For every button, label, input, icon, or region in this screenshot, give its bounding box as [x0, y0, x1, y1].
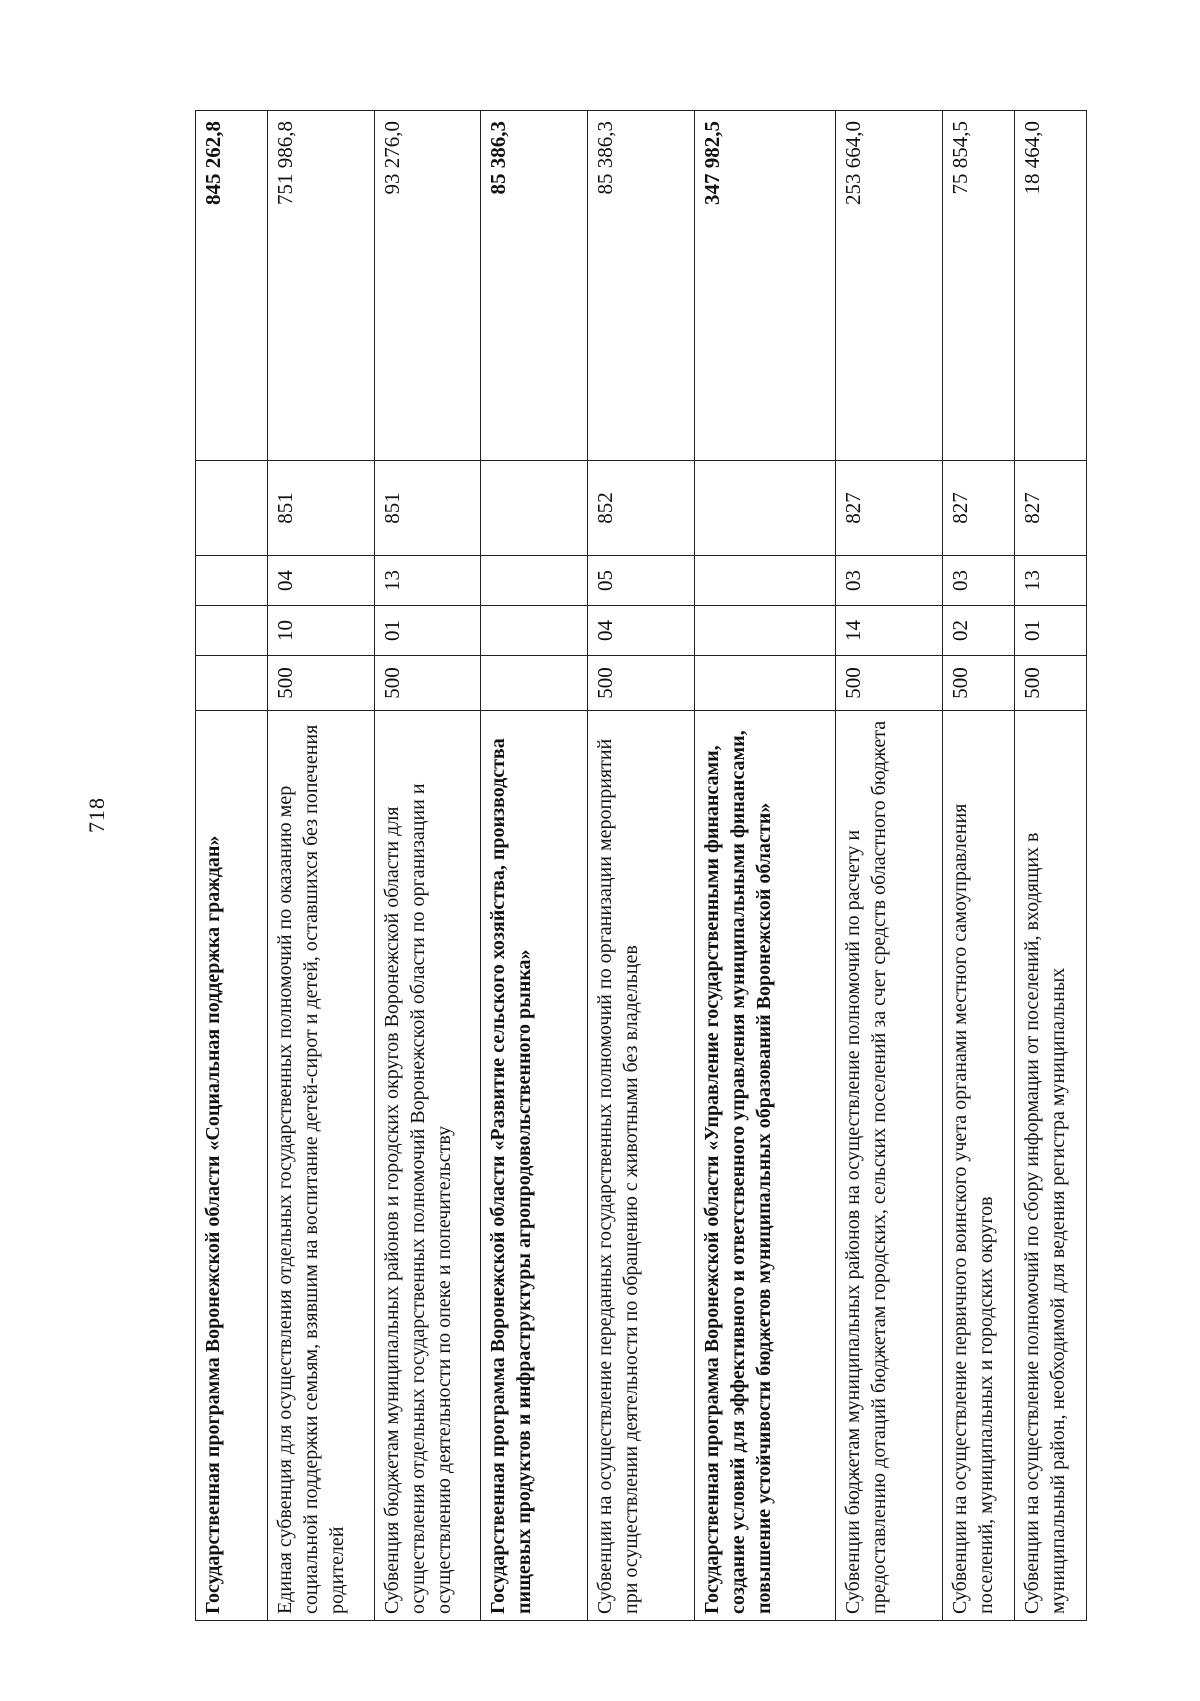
table-row	[267, 111, 374, 1621]
row-amount: 85 386,3	[481, 111, 588, 461]
row-name: Субвенции на осуществление полномочий по сбору информации от поселений, входящих в муниципальный район, необходимой для ведения регистра муниципальных	[1015, 711, 1087, 1621]
row-amount: 347 982,5	[694, 111, 836, 461]
row-code-4: 851	[267, 461, 374, 556]
row-code-4	[694, 461, 836, 556]
row-code-2: 02	[943, 606, 1015, 656]
row-code-3	[196, 556, 268, 606]
table-row	[481, 111, 588, 1621]
row-code-4: 827	[1015, 461, 1087, 556]
row-amount: 75 854,5	[943, 111, 1015, 461]
row-code-2	[481, 606, 588, 656]
row-code-3: 03	[943, 556, 1015, 606]
row-code-1	[694, 656, 836, 711]
row-code-1: 500	[1015, 656, 1087, 711]
row-code-4: 827	[836, 461, 943, 556]
row-code-3: 04	[267, 556, 374, 606]
row-code-1: 500	[374, 656, 481, 711]
row-name: Государственная программа Воронежской области «Развитие сельского хозяйства, производства пищевых продуктов и инфраструктуры агропродовольственного рынка»	[481, 711, 588, 1621]
row-code-2: 14	[836, 606, 943, 656]
row-code-2: 01	[374, 606, 481, 656]
table-row	[943, 111, 1015, 1621]
row-code-4	[481, 461, 588, 556]
row-code-4: 851	[374, 461, 481, 556]
table-row	[694, 111, 836, 1621]
row-code-2	[196, 606, 268, 656]
row-code-1: 500	[588, 656, 695, 711]
table-row	[836, 111, 943, 1621]
table-row	[588, 111, 695, 1621]
row-code-1	[196, 656, 268, 711]
row-code-4: 852	[588, 461, 695, 556]
row-code-3: 03	[836, 556, 943, 606]
table-row	[374, 111, 481, 1621]
budget-table	[195, 110, 1087, 1621]
row-code-1: 500	[267, 656, 374, 711]
row-code-4	[196, 461, 268, 556]
row-amount: 93 276,0	[374, 111, 481, 461]
budget-table-container	[195, 111, 1087, 1621]
row-code-3	[481, 556, 588, 606]
row-code-1: 500	[836, 656, 943, 711]
row-code-1: 500	[943, 656, 1015, 711]
row-name: Субвенция бюджетам муниципальных районов и городских округов Воронежской области для осуществления отдельных государственных полномочий Воронежской области по организации и осуществлению деятельности по опеке и попечительству	[374, 711, 481, 1621]
page-number: 718	[84, 797, 109, 833]
row-name: Единая субвенция для осуществления отдельных государственных полномочий по оказанию мер социальной поддержки семьям, взявшим на воспитание детей-сирот и детей, оставшихся без попечения родителей	[267, 711, 374, 1621]
row-code-2	[694, 606, 836, 656]
row-code-2: 04	[588, 606, 695, 656]
row-amount: 845 262,8	[196, 111, 268, 461]
row-name: Субвенции на осуществление переданных государственных полномочий по организации мероприятий при осуществлении деятельности по обращению с животными без владельцев	[588, 711, 695, 1621]
budget-table-body	[196, 111, 1087, 1621]
row-code-3: 13	[374, 556, 481, 606]
row-amount: 85 386,3	[588, 111, 695, 461]
row-name: Субвенции бюджетам муниципальных районов на осуществление полномочий по расчету и предоставлению дотаций бюджетам городских, сельских поселений за счет средств областного бюджета	[836, 711, 943, 1621]
row-amount: 751 986,8	[267, 111, 374, 461]
table-row	[196, 111, 268, 1621]
row-code-3	[694, 556, 836, 606]
row-code-2: 10	[267, 606, 374, 656]
row-name: Государственная программа Воронежской области «Социальная поддержка граждан»	[196, 711, 268, 1621]
row-code-2: 01	[1015, 606, 1087, 656]
row-code-1	[481, 656, 588, 711]
row-amount: 18 464,0	[1015, 111, 1087, 461]
row-code-3: 13	[1015, 556, 1087, 606]
row-code-4: 827	[943, 461, 1015, 556]
row-amount: 253 664,0	[836, 111, 943, 461]
table-row	[1015, 111, 1087, 1621]
row-name: Государственная программа Воронежской области «Управление государственными финансами, создание условий для эффективного и ответственного управления муниципальными финансами, повышение устойчивости бюджетов муниципальных образований Воронежской области»	[694, 711, 836, 1621]
row-code-3: 05	[588, 556, 695, 606]
row-name: Субвенции на осуществление первичного воинского учета органами местного самоуправления поселений, муниципальных и городских округов	[943, 711, 1015, 1621]
